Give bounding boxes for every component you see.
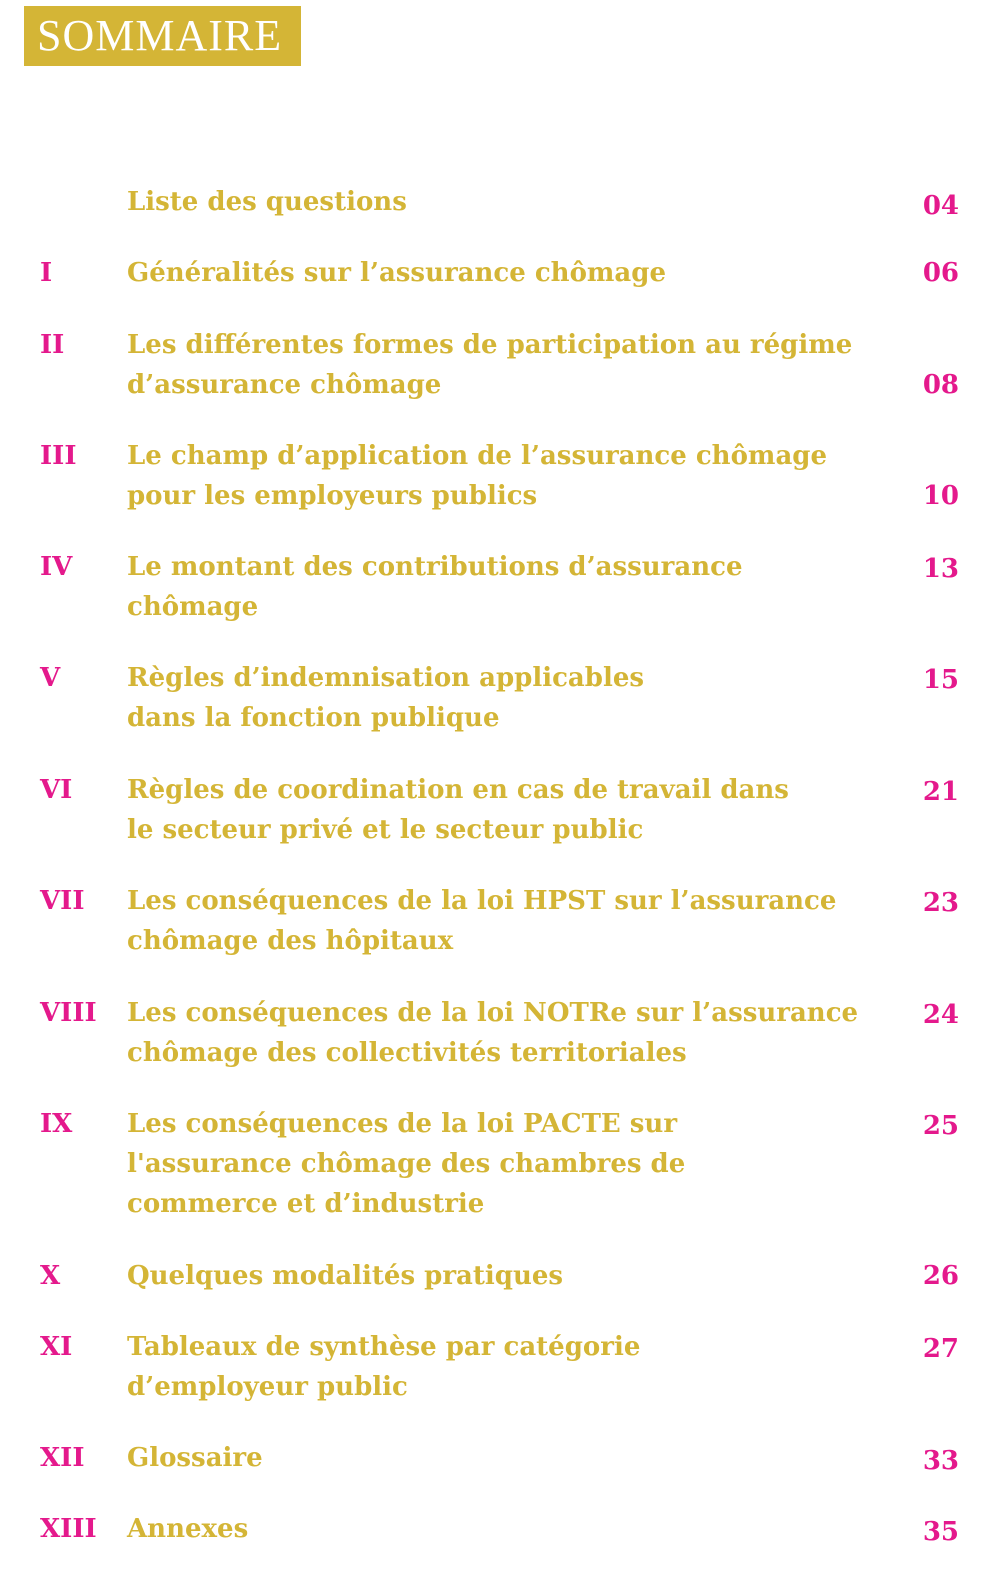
toc-entry-title[interactable]: Les conséquences de la loi PACTE sur l'assurance chômage des chambres de commerce et d’industrie (127, 1109, 686, 1219)
toc-entry-page: 06 (922, 258, 959, 288)
toc-entry-page: 23 (922, 888, 959, 918)
toc-entry-number: IV (40, 552, 73, 582)
toc-entry-title[interactable]: Liste des questions (127, 187, 407, 217)
toc-entry-page: 25 (922, 1111, 959, 1141)
toc-entry-title[interactable]: Les conséquences de la loi HPST sur l’assurance chômage des hôpitaux (127, 886, 837, 956)
toc-entry-number: VIII (40, 998, 97, 1028)
toc-entry-number: XII (40, 1443, 85, 1473)
toc-entry-title[interactable]: Généralités sur l’assurance chômage (127, 258, 667, 288)
toc-entry-page: 35 (922, 1517, 959, 1547)
toc-entry-number: XIII (40, 1514, 97, 1544)
toc-entry-page: 27 (922, 1334, 959, 1364)
toc-entry-number: III (40, 441, 77, 471)
toc-entry-title[interactable]: Tableaux de synthèse par catégorie d’employeur public (127, 1332, 641, 1402)
toc-entry-number: X (40, 1261, 61, 1291)
toc-entry-number: II (40, 330, 65, 360)
toc-entry-page: 10 (922, 481, 959, 511)
toc-entry-title[interactable]: Le montant des contributions d’assurance chômage (127, 552, 743, 622)
toc-entry-title[interactable]: Règles d’indemnisation applicables dans la fonction publique (127, 663, 645, 733)
toc-entry-title[interactable]: Règles de coordination en cas de travail dans le secteur privé et le secteur public (127, 775, 789, 845)
toc-entry-number: IX (40, 1109, 73, 1139)
toc-entry-number: VII (40, 886, 85, 916)
toc-entry-number: I (40, 258, 53, 288)
toc-entry-page: 26 (922, 1261, 959, 1291)
toc-entry-title[interactable]: Quelques modalités pratiques (127, 1261, 564, 1291)
toc-entry-title[interactable]: Les différentes formes de participation au régime d’assurance chômage (127, 330, 853, 400)
toc-entry-page: 21 (922, 777, 959, 807)
toc-entry-page: 15 (922, 665, 959, 695)
toc-entry-title[interactable]: Annexes (127, 1514, 249, 1544)
toc-entry-title[interactable]: Les conséquences de la loi NOTRe sur l’assurance chômage des collectivités territoriales (127, 998, 859, 1068)
toc-entry-page: 08 (922, 370, 959, 400)
page-title: SOMMAIRE (24, 6, 301, 66)
toc-entry-page: 04 (922, 191, 959, 221)
toc-entry-number: VI (40, 775, 73, 805)
toc-entry-title[interactable]: Glossaire (127, 1443, 263, 1473)
toc-entry-number: V (40, 663, 61, 693)
toc-entry-page: 33 (922, 1446, 959, 1476)
toc-entry-title[interactable]: Le champ d’application de l’assurance chômage pour les employeurs publics (127, 441, 828, 511)
toc-entry-number: XI (40, 1332, 73, 1362)
toc-entry-page: 24 (922, 1000, 959, 1030)
toc-entry-page: 13 (922, 554, 959, 584)
